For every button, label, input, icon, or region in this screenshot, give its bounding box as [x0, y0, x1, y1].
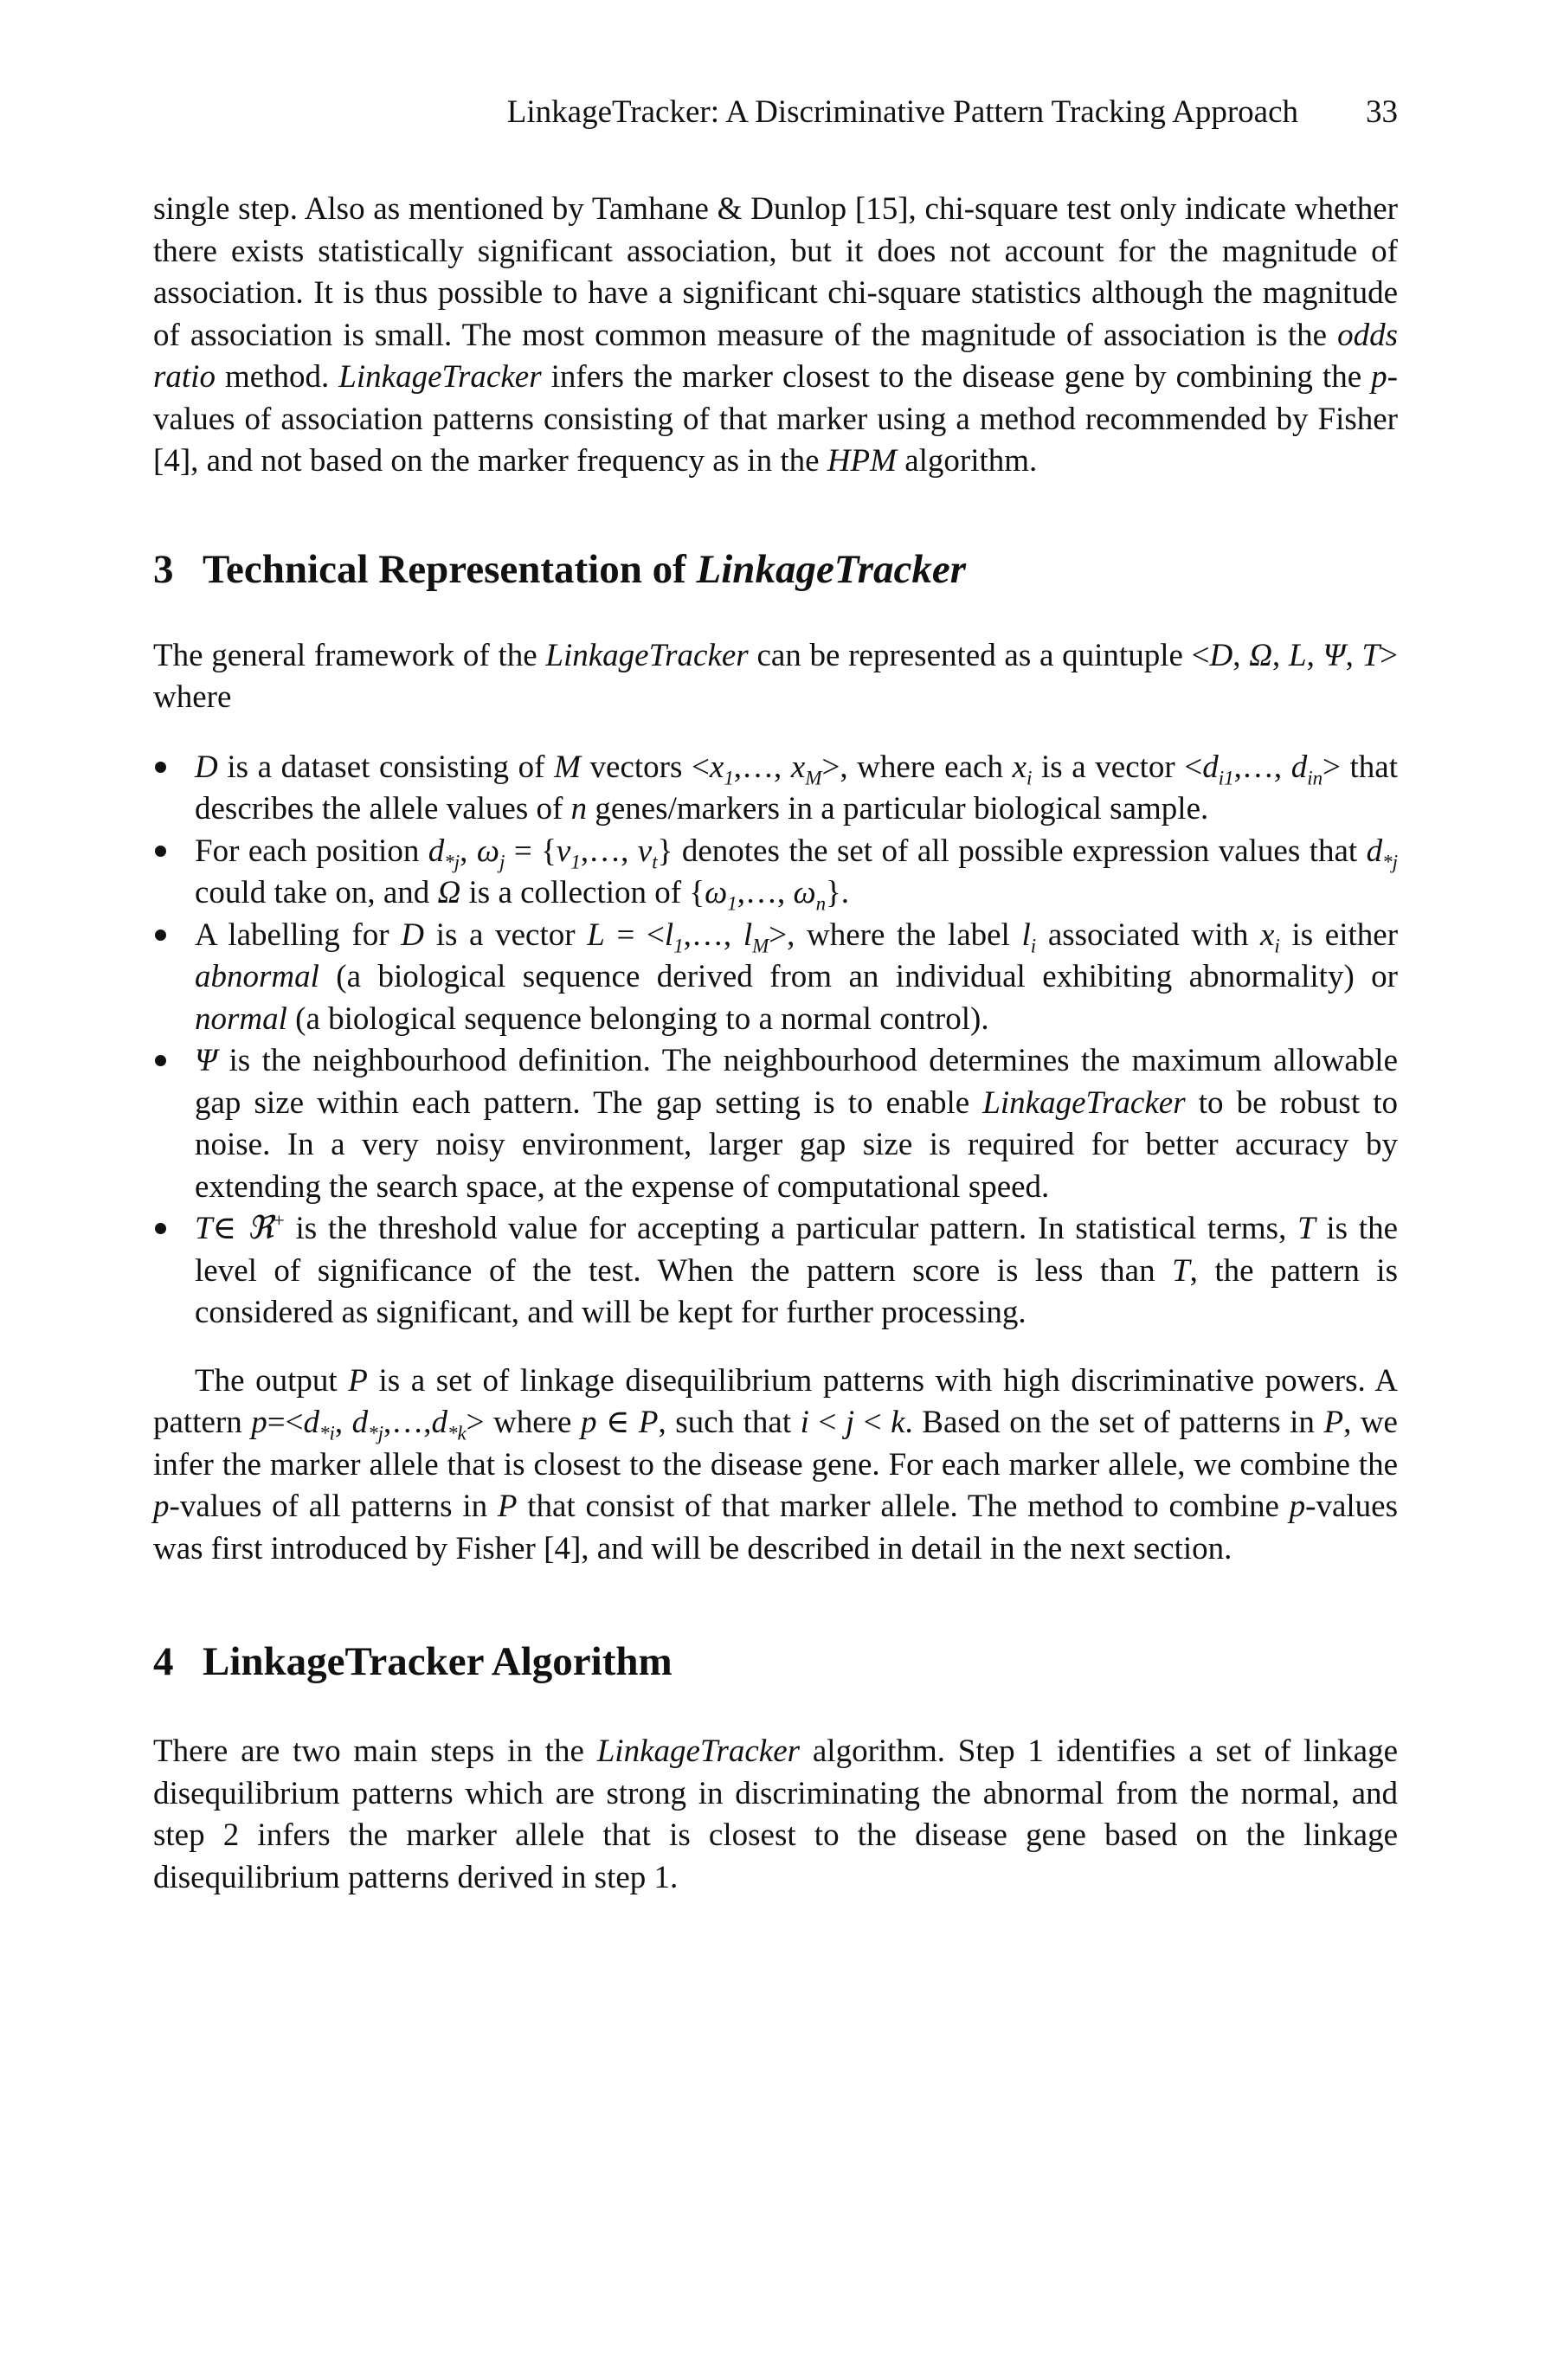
intro-paragraph: single step. Also as mentioned by Tamhane & Dunlop [15], chi-square test only indicate whether there exists statistically significant association, but it does not account for the magnitude of association. It is thus possible to have a significant chi-square statistics although the magnitude of association is small. The most common measure of the magnitude of association is the odds ratio method. LinkageTracker infers the marker closest to the disease gene by combining the p-values of association patterns consisting of that marker using a method recommended by Fisher [4], and not based on the marker frequency as in the HPM algorithm.	[153, 191, 1398, 479]
bullet-icon	[155, 1055, 166, 1066]
section-3-heading: 3 Technical Representation of LinkageTracker	[153, 546, 967, 592]
running-header	[153, 93, 1398, 132]
section-number: 3	[153, 546, 174, 592]
output-paragraph: The output P is a set of linkage disequilibrium patterns with high discriminative powers. A pattern $p=<d_{*i}$, $d_{*j},\dots,d_{*k}>$ where p ∈ P, such that i < j < k. Based on the set of patterns in P, we infer the marker allele that is closest to the disease gene. For each marker allele, we combine the p-values of all patterns in P that consist of that marker allele. The method to combine p-values was first introduced by Fisher [4], and will be described in detail in the next section.	[153, 1362, 1399, 1566]
section-number: 4	[153, 1639, 174, 1684]
algorithm-paragraph: There are two main steps in the LinkageTracker algorithm. Step 1 identifies a set of linkage disequilibrium patterns which are strong in discriminating the abnormal from the normal, and step 2 infers the marker allele that is closest to the disease gene based on the linkage disequilibrium patterns derived in step 1.	[153, 1734, 1398, 1895]
page-number: 33	[1366, 94, 1398, 130]
list-item: D is a dataset consisting of M vectors $<x_1,\dots$, $x_M>$, where each $x_i$ is a vector $<d_{i1},\dots$, $d_{in}>$ that describes the allele values of n genes/markers in a particular biological sample.	[153, 747, 1398, 831]
bullet-icon	[155, 1223, 166, 1234]
list-item: T∈ ℜ+ is the threshold value for accepting a particular pattern. In statistical terms, T is the level of significance of the test. When the pattern score is less than T, the pattern is considered as significant, and will be kept for further processing.	[153, 1208, 1398, 1335]
bullet-icon	[155, 762, 166, 773]
framework-paragraph: The general framework of the LinkageTracker can be represented as a quintuple <D, Ω, L, Ψ, T> where	[153, 637, 1398, 715]
list-item: Ψ is the neighbourhood definition. The neighbourhood determines the maximum allowable gap size within each pattern. The gap setting is to enable LinkageTracker to be robust to noise. In a very noisy environment, larger gap size is required for better accuracy by extending the search space, at the expense of computational speed.	[153, 1040, 1398, 1208]
bullet-icon	[155, 846, 166, 857]
section-4-heading: 4 LinkageTracker Algorithm	[153, 1639, 673, 1684]
definition-list	[153, 747, 1398, 1335]
list-item: A labelling for D is a vector $L = <l_1,\dots$, $l_M>$, where the label $l_i$ associated with $x_i$ is either abnormal (a biological sequence derived from an individual exhibiting abnormality) or normal (a biological sequence belonging to a normal control).	[153, 915, 1398, 1041]
list-item: For each position $d_{*j}$, $\omega_j$ = {$v_1,\dots$, $v_t$} denotes the set of all possible expression values that $d_{*j}$ could take on, and Ω is a collection of {$\omega_1,\dots$, $\omega_n$}.	[153, 831, 1398, 915]
running-title: LinkageTracker: A Discriminative Pattern Tracking Approach	[506, 94, 1298, 130]
paper-page	[153, 93, 1398, 1899]
bullet-icon	[155, 929, 166, 941]
